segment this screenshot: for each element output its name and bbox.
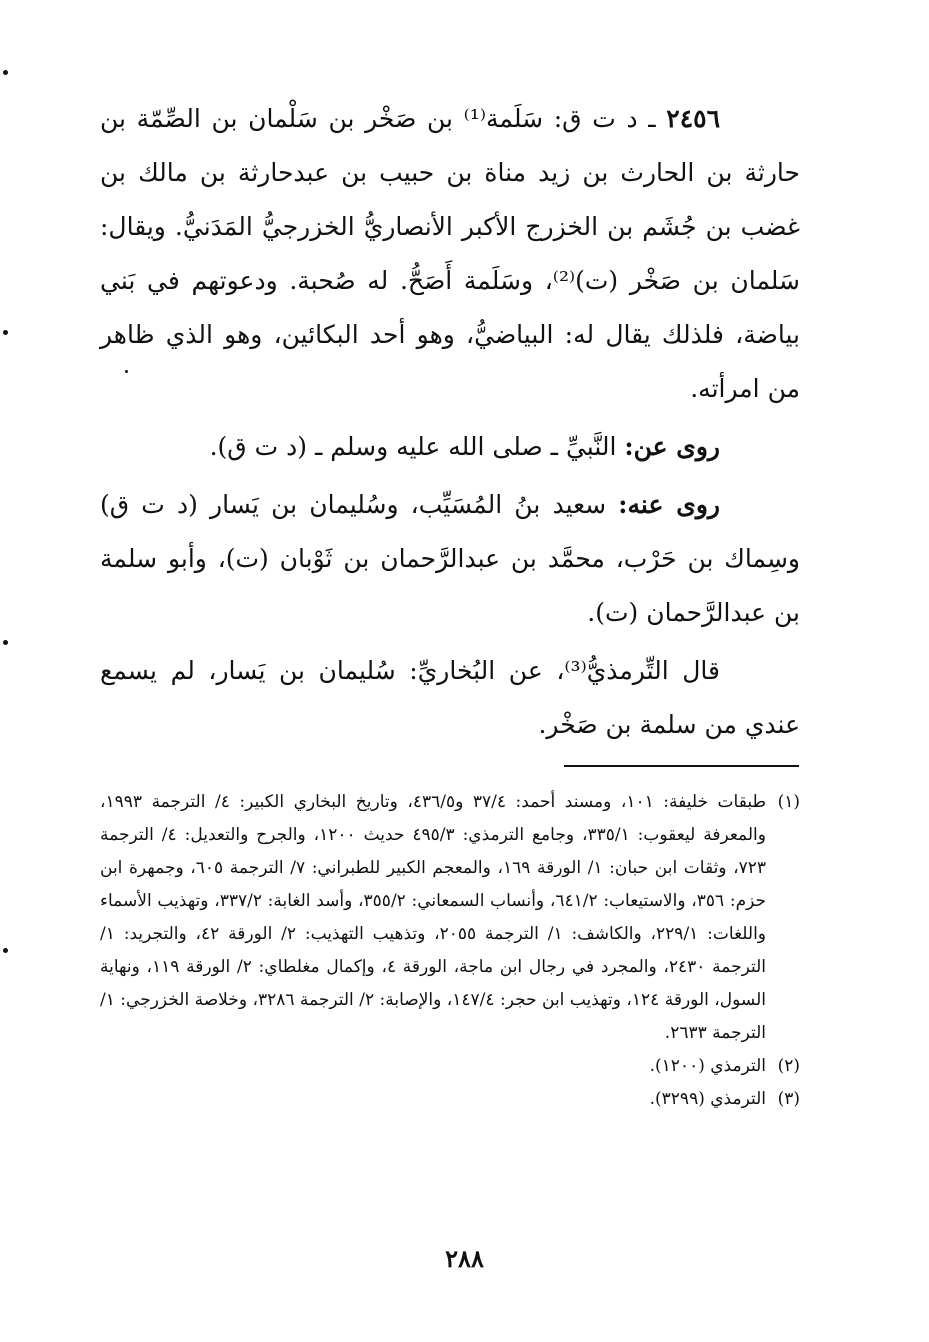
- narrated-from-label: روى عن:: [624, 432, 720, 461]
- scan-dot: [3, 948, 8, 953]
- footnote-2: [100, 1050, 800, 1083]
- footnote-separator: [564, 765, 799, 767]
- narrated-by-text: سعيد بنُ المُسَيِّب، وسُليمان بن يَسار (د ت ق) وسِماك بن حَرْب، محمَّد بن عبدالرَّحمان بن ثَوْبان (ت)، وأبو سلمة بن عبدالرَّحمان (ت).: [100, 490, 800, 627]
- footnote-3: [100, 1083, 800, 1116]
- footnotes: [100, 786, 800, 1116]
- footnote-marker: (١): [777, 792, 800, 812]
- narrated-from-text: النَّبيِّ ـ صلى الله عليه وسلم ـ (د ت ق).: [209, 432, 617, 461]
- footnote-text: طبقات خليفة: ١٠١، ومسند أحمد: ٣٧/٤ و٤٣٦/٥، وتاريخ البخاري الكبير: ٤/ الترجمة ١٩٩٣، والمعرفة ليعقوب: ٣٣٥/١، وجامع الترمذي: ٤٩٥/٣ حديث ١٢٠٠، والجرح والتعديل: ٤/ الترجمة ٧٢٣، وثقات ابن حبان: ١/ الورقة ١٦٩، والمعجم الكبير للطبراني: ٧/ الترجمة ٦٠٥، وجمهرة ابن حزم: ٣٥٦، والاستيعاب: ٦٤١/٢، وأنساب السمعاني: ٣٥٥/٢، وأسد الغابة: ٣٣٧/٢، وتهذيب الأسماء واللغات: ٢٢٩/١، والكاشف: ١/ الترجمة ٢٠٥٥، وتذهيب التهذيب: ٢/ الورقة ٤٢، والتجريد: ١/ الترجمة ٢٤٣٠، والمجرد في رجال ابن ماجة، الورقة ٤، وإكمال مغلطاي: ٢/ الورقة ١١٩، ونهاية السول، الورقة ١٢٤، وتهذيب ابن حجر: ١٤٧/٤، والإصابة: ٢/ الترجمة ٣٢٨٦، وخلاصة الخزرجي: ١/ الترجمة ٢٦٣٣.: [100, 792, 767, 1043]
- tirmidhi-paragraph: قال التِّرمذيُّ⁽³⁾، عن البُخاريِّ: سُليمان بن يَسار، لم يسمع عندي من سلمة بن صَخْر.: [100, 656, 800, 739]
- footnote-marker: (٢): [777, 1056, 800, 1076]
- narrated-by-label: روى عنه:: [618, 490, 720, 519]
- page-number: ٢٨٨: [445, 1244, 484, 1273]
- main-text: [100, 92, 800, 752]
- scan-dot: [3, 330, 8, 335]
- biography-entry: [100, 92, 800, 752]
- footnote-text: الترمذي (٣٢٩٩).: [649, 1089, 766, 1109]
- narrated-by-paragraph: [100, 478, 800, 640]
- entry-number: ٢٤٥٦: [666, 104, 720, 133]
- footnote-text: الترمذي (١٢٠٠).: [649, 1056, 766, 1076]
- scan-dot: [3, 640, 8, 645]
- scan-dot: [3, 70, 8, 75]
- footnote-marker: (٣): [777, 1089, 800, 1109]
- narrated-from-paragraph: [100, 420, 800, 474]
- entry-body: ـ د ت ق: سَلَمة⁽¹⁾ بن صَخْر بن سَلْمان بن الصِّمّة بن حارثة بن الحارث بن زيد مناة بن حبيب بن عبدحارثة بن مالك بن غضب بن جُشَم بن الخزرج الأكبر الأنصاريُّ الخزرجيُّ المَدَنيُّ. ويقال: سَلمان بن صَخْر (ت)⁽²⁾، وسَلَمة أَصَحُّ. له صُحبة. ودعوتهم في بَني بياضة، فلذلك يقال له: البياضيُّ، وهو أحد البكائين، وهو الذي ظاهر من امرأته.: [100, 104, 801, 403]
- entry-paragraph: [100, 92, 800, 416]
- footnote-1: [100, 786, 800, 1050]
